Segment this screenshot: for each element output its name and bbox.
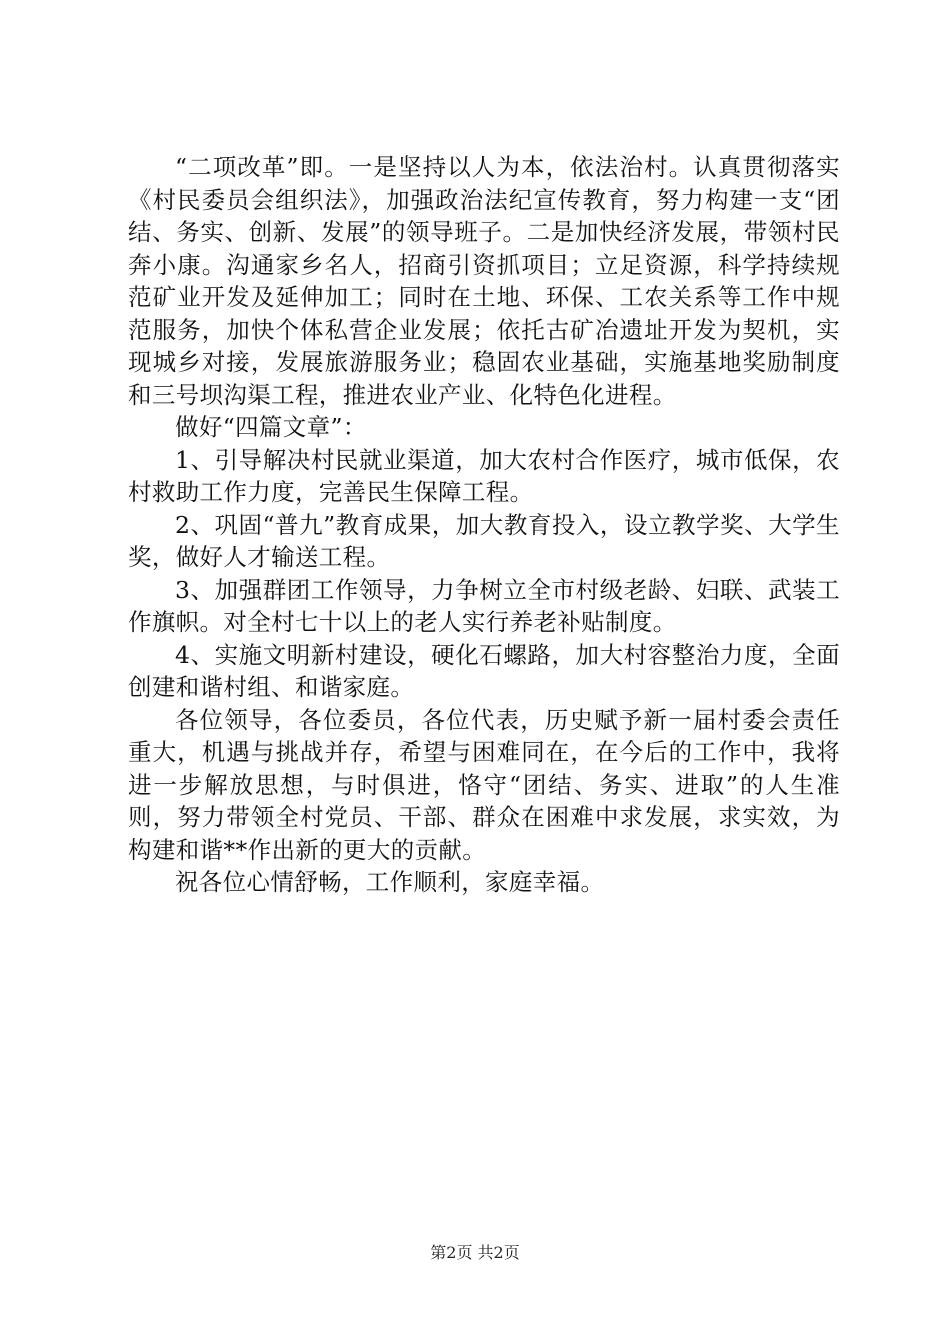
paragraph-four-articles-heading: 做好“四篇文章”： <box>175 413 367 441</box>
paragraph-item-4: 4、实施文明新村建设，硬化石螺路，加大村容整治力度，全面创建和谐村组、和谐家庭。 <box>128 640 840 701</box>
paragraph-wishes: 祝各位心情舒畅，工作顺利，家庭幸福。 <box>175 868 605 896</box>
paragraph-item-3: 3、加强群团工作领导，力争树立全市村级老龄、妇联、武装工作旗帜。对全村七十以上的老人实行养老补贴制度。 <box>128 575 840 636</box>
paragraph-item-1: 1、引导解决村民就业渠道，加大农村合作医疗，城市低保，农村救助工作力度，完善民生保障工程。 <box>128 445 840 506</box>
paragraph-two-reforms: “二项改革”即。一是坚持以人为本，依法治村。认真贯彻落实《村民委员会组织法》，加强政治法纪宣传教育，努力构建一支“团结、务实、创新、发展”的领导班子。二是加快经济发展，带领村民奔小康。沟通家乡名人，招商引资抓项目；立足资源，科学持续规范矿业开发及延伸加工；同时在土地、环保、工农关系等工作中规范服务，加快个体私营企业发展；依托古矿冶遗址开发为契机，实现城乡对接，发展旅游服务业；稳固农业基础，实施基地奖励制度和三号坝沟渠工程，推进农业产业、化特色化进程。 <box>128 153 840 409</box>
page-number-footer: 第2页 共2页 <box>430 1243 520 1262</box>
paragraph-item-2: 2、巩固“普九”教育成果，加大教育投入，设立教学奖、大学生奖，做好人才输送工程。 <box>128 510 840 571</box>
paragraph-closing-remarks: 各位领导，各位委员，各位代表，历史赋予新一届村委会责任重大，机遇与挑战并存，希望与困难同在，在今后的工作中，我将进一步解放思想，与时俱进，恪守“团结、务实、进取”的人生准则，努力带领全村党员、干部、群众在困难中求发展，求实效，为构建和谐**作出新的更大的贡献。 <box>128 705 840 864</box>
document-body <box>128 151 840 899</box>
